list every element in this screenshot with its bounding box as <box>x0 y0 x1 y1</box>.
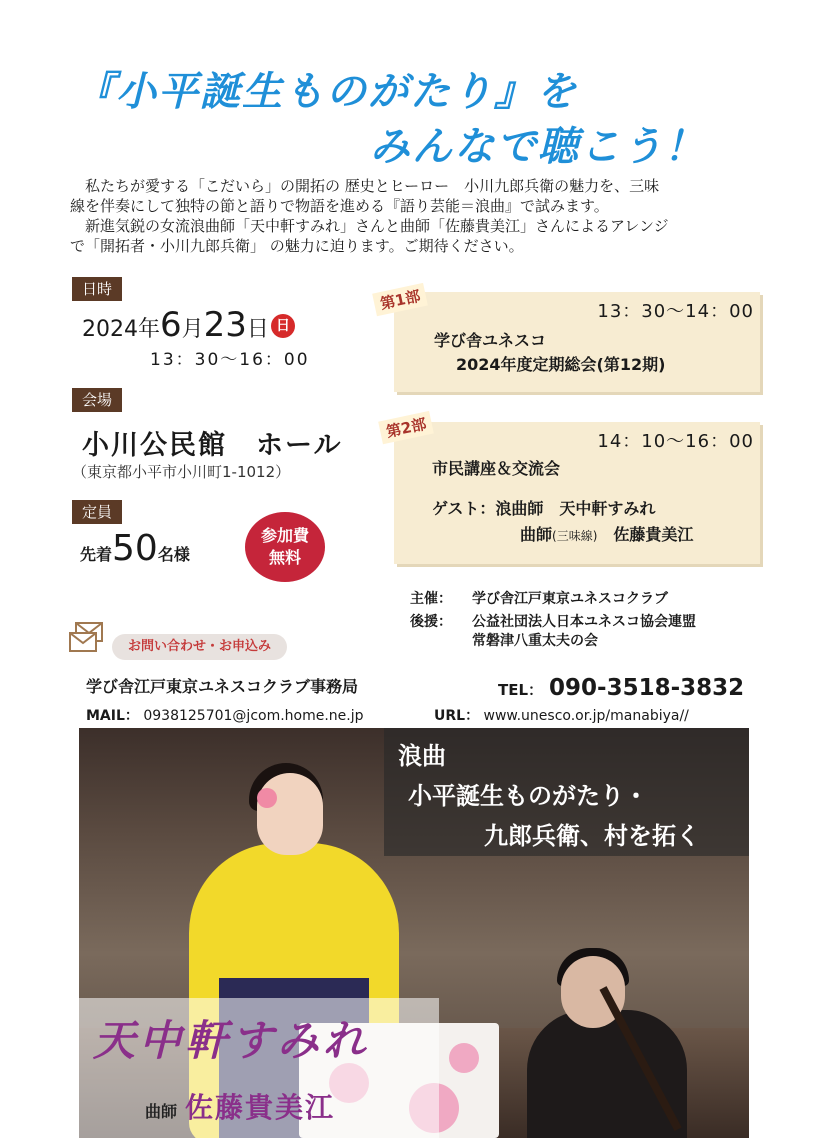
part2-guest: ゲスト：浪曲師 天中軒すみれ <box>432 499 656 518</box>
part2-tag: 第2部 <box>378 411 434 444</box>
intro-line: 線を伴奏にして独特の節と語りで物語を進める『語り芸能＝浪曲』で試みます。 <box>70 197 609 215</box>
part2-line-1: 市民講座＆交流会 <box>432 459 561 478</box>
part2-time: 14：10〜16：00 <box>597 431 754 452</box>
date-day-unit: 日 <box>246 317 269 342</box>
event-date <box>82 305 295 345</box>
performer-name: 天中軒すみれ <box>93 1016 370 1065</box>
venue-name: 小川公民館 ホール <box>82 430 343 461</box>
organizers <box>410 590 696 651</box>
host-key: 主催： <box>410 591 452 607</box>
venue-address: （東京都小平市小川町1-1012） <box>72 463 291 481</box>
capacity-value <box>80 528 190 569</box>
title-line-2: みんなで聴こう！ <box>370 124 706 170</box>
part1-line-1: 学び舎ユネスコ <box>434 331 547 350</box>
fee-line-2: 無料 <box>268 548 301 567</box>
inquiry-pill: お問い合わせ・お申込み <box>112 634 287 660</box>
mail <box>86 705 364 725</box>
support-value-1: 公益社団法人日本ユネスコ協会連盟 <box>472 614 696 630</box>
shamisen-player <box>145 1086 335 1126</box>
musician-body <box>527 1010 687 1138</box>
intro-line: 私たちが愛する「こだいら」の開拓の 歴史とヒーロー 小川九郎兵衛の魅力を、三味 <box>70 177 660 195</box>
mail-value[interactable]: 0938125701@jcom.home.ne.jp <box>143 708 364 724</box>
date-year: 2024年 <box>82 317 160 342</box>
musician-name: 佐藤貴美江 <box>613 525 694 544</box>
shamisen-role: 曲師 <box>145 1102 178 1121</box>
musician-note: (三味線) <box>552 529 598 543</box>
intro-line: 新進気鋭の女流浪曲師「天中軒すみれ」さんと曲師「佐藤貴美江」さんによるアレンジ <box>70 217 669 235</box>
musician-role: 曲師 <box>520 525 553 544</box>
intro-text <box>70 176 760 256</box>
url-value[interactable]: www.unesco.or.jp/manabiya// <box>483 708 689 724</box>
url <box>434 705 689 725</box>
rokyoku-title-2: 九郎兵衛、村を拓く <box>484 822 700 850</box>
envelope-icon <box>68 621 104 655</box>
part1-line-2: 2024年度定期総会(第12期) <box>456 355 666 374</box>
weekday-badge: 日 <box>271 314 295 338</box>
date-label: 日時 <box>72 277 122 301</box>
part2-musician <box>520 522 693 545</box>
capacity-number: 50 <box>112 528 158 569</box>
rokyoku-label: 浪曲 <box>398 742 446 770</box>
performer-face <box>257 773 323 855</box>
mail-key: MAIL： <box>86 708 139 724</box>
part1-time: 13：30〜14：00 <box>597 301 754 322</box>
capacity-suffix: 名様 <box>157 545 190 564</box>
capacity-prefix: 先着 <box>80 545 113 564</box>
support-key: 後援： <box>410 614 452 630</box>
host-value: 学び舎江戸東京ユネスコクラブ <box>472 591 668 607</box>
capacity-label: 定員 <box>72 500 122 524</box>
performance-photo <box>79 728 749 1138</box>
hair-flower <box>257 788 277 808</box>
support-value-2: 常磐津八重太夫の会 <box>472 633 598 649</box>
part1-box <box>394 292 760 392</box>
part2-box <box>394 422 760 564</box>
date-month: 6 <box>160 305 182 345</box>
shamisen-name: 佐藤貴美江 <box>185 1091 336 1124</box>
intro-line: で「開拓者・小川九郎兵衛」 の魅力に迫ります。ご期待ください。 <box>70 237 524 255</box>
title-line-1: 『小平誕生ものがたり』を <box>74 69 578 115</box>
office-name: 学び舎江戸東京ユネスコクラブ事務局 <box>86 677 359 696</box>
rokyoku-caption-panel <box>384 728 749 856</box>
fee-badge <box>245 512 325 582</box>
date-month-unit: 月 <box>181 317 204 342</box>
venue-label: 会場 <box>72 388 122 412</box>
tel <box>498 675 744 701</box>
fee-line-1: 参加費 <box>260 526 309 545</box>
tel-value: 090-3518-3832 <box>549 675 745 701</box>
date-day: 23 <box>203 305 247 345</box>
rokyoku-title-1: 小平誕生ものがたり・ <box>408 782 648 810</box>
event-time: 13：30〜16：00 <box>150 350 310 370</box>
url-key: URL： <box>434 708 480 724</box>
tel-key: TEL： <box>498 681 544 699</box>
part1-tag: 第1部 <box>372 283 428 316</box>
